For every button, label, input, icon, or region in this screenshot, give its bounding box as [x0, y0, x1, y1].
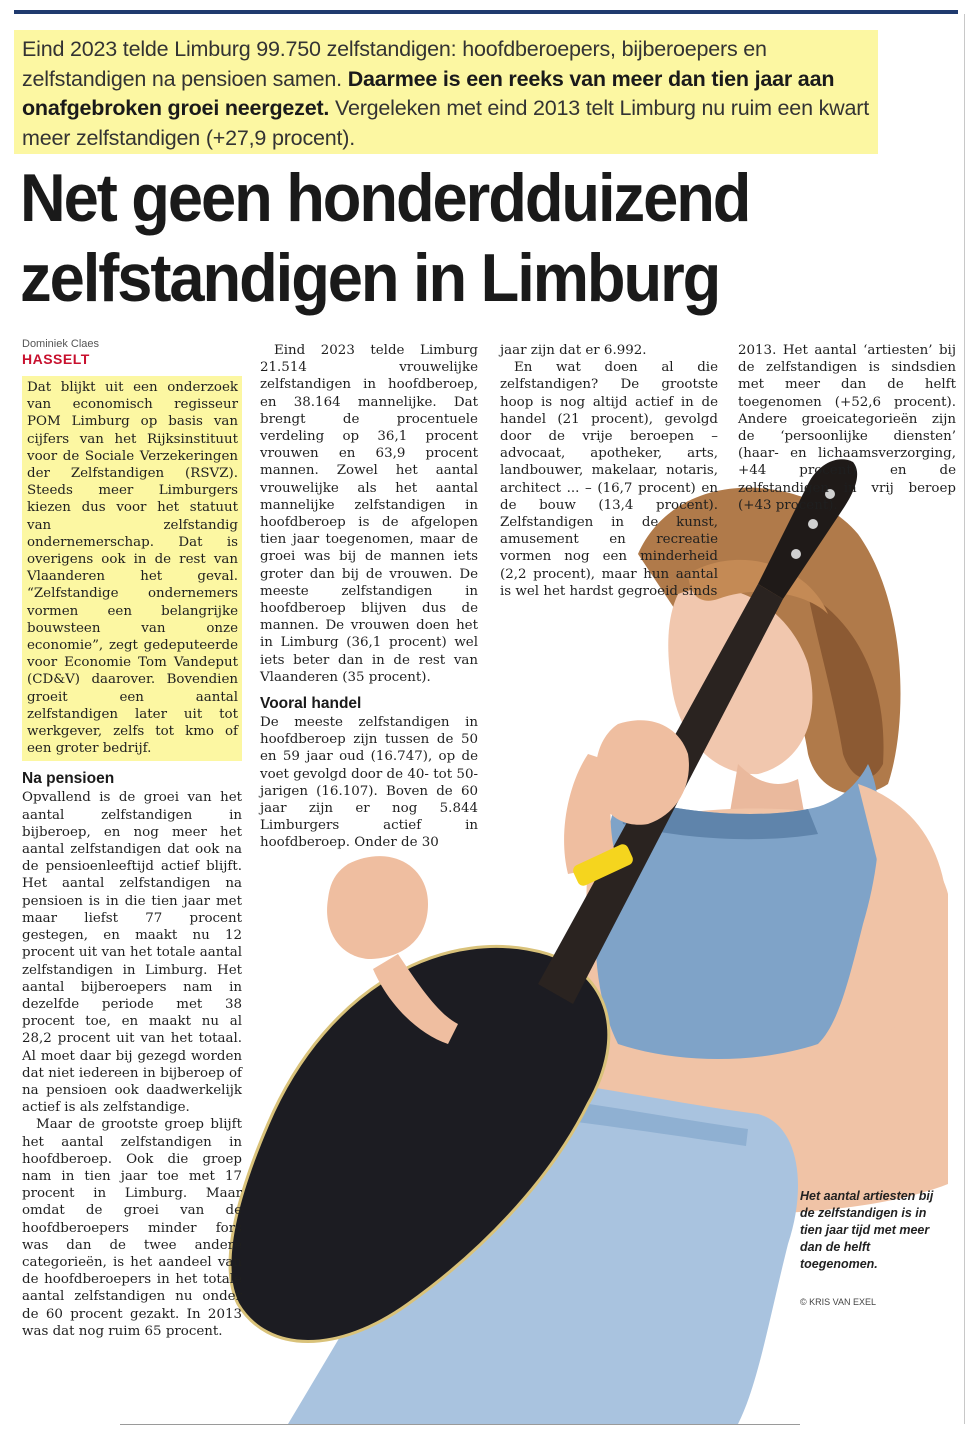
article-column-3	[500, 342, 718, 600]
subhead-na-pensioen: Na pensioen	[22, 770, 115, 788]
frame-border-right	[964, 14, 965, 1424]
strumming-hand	[327, 856, 428, 959]
photo-credit: © KRIS VAN EXEL	[800, 1297, 876, 1307]
highlighted-paragraph: Dat blijkt uit een onderzoek van economisch regisseur POM Limburg op basis van cijfers van het Rijksinstituut voor de Sociale Verzekeringen der Zelfstandigen (RSVZ). Steeds meer Limburgers kiezen dus voor het statuut van zelfstandig ondernemerschap. Dat is overigens ook in de rest van Vlaanderen het geval. “Zelfstandige ondernemers vormen een belangrijke bouwsteen van onze economie”, zegt gedeputeerde voor Economie Tom Vandeput (CD&V) daarover. Bovendien groeit een aantal zelfstandigen later uit tot werkgever, zelfs tot kmo of een groter bedrijf.	[22, 376, 242, 761]
intro-text-bold: Daarmee is een reeks van meer dan tien jaar aan onafgebroken groei neergezet.	[22, 66, 835, 120]
top-rule	[14, 10, 958, 14]
headline-line-1: Net geen honderdduizend	[20, 160, 750, 236]
intro-text-2: Vergeleken met eind 2013 telt Limburg nu ruim een kwart meer zelfstandigen (+27,9 procent).	[22, 96, 869, 150]
headline-line-2: zelfstandigen in Limburg	[20, 240, 720, 316]
paragraph: Maar de grootste groep blijft het aantal zelfstandigen in hoofdberoep. Ook die groep nam in tien jaar toe met 17 procent in Limburg. Maar omdat de groei van de hoofdberoepers minder fors was dan de twee andere categorieën, is het aandeel van de hoofdberoepers in het totale aantal zelfstandigen nu onder de 60 procent gezakt. In 2013 was dat nog ruim 65 procent.	[22, 1117, 242, 1339]
paragraph: De meeste zelfstandigen in hoofdberoep zijn tussen de 50 en 59 jaar oud (16.747), op de voet gevolgd door de 40- tot 50-jarigen (16.107). Boven de 60 jaar zijn er nog 5.844 Limburgers actief in hoofdberoep. Onder de 30	[260, 715, 478, 851]
subhead-vooral-handel: Vooral handel	[260, 695, 362, 713]
paragraph: En wat doen al die zelfstandigen? De grootste hoop is nog altijd actief in de handel (21 procent), gevolgd door de vrije beroepen – advocaat, apotheker, arts, landbouwer, makelaar, notaris, architect ... – (16,7 procent) en de bouw (13,4 procent). Zelfstandigen in de kunst, amusement en recreatie vormen nog een minderheid (2,2 procent), maar hun aantal is wel het hardst gegroeid sinds	[500, 360, 718, 599]
article-column-4	[738, 342, 956, 514]
byline: Dominiek Claes	[22, 338, 100, 350]
headline	[20, 158, 885, 318]
paragraph: Opvallend is de groei van het aantal zelfstandigen in bijberoep, en nog meer het aantal zelfstandigen dat ook na de pensioenleeftijd actief blijft. Het aantal zelfstandigen na pensioen is in die tien jaar met maar liefst 77 procent gestegen, en maakt nu 12 procent uit van het totale aantal zelfstandigen in Limburg. Het aantal bijberoepers nam in dezelfde periode met 38 procent toe, en maakt nu al 28,2 procent uit van het totaal. Al moet daar bij gezegd worden dat niet iedereen in bijberoep of na pensioen ook daadwerkelijk actief is als zelfstandige.	[22, 790, 242, 1116]
paragraph: Eind 2023 telde Limburg 21.514 vrouwelijke zelfstandigen in hoofdberoep, en 38.164 mannelijke. Dat brengt de procentuele verdeling op 36,1 procent vrouwen en 63,9 procent mannen. Zowel het aantal vrouwelijke als het aantal mannelijke zelfstandigen in hoofdberoep is de afgelopen tien jaar toegenomen, maar de groei was bij de mannen iets groter dan bij de vrouwen. De meeste zelfstandigen in hoofdberoep blijven dus de mannen. De vrouwen doen het in Limburg (36,1 procent) wel iets beter dan in de rest van Vlaanderen (35 procent).	[260, 343, 478, 685]
paragraph: jaar zijn dat er 6.992.	[500, 343, 647, 358]
photo-caption: Het aantal artiesten bij de zelfstandigen is in tien jaar tijd met meer dan de helft toegenomen.	[800, 1189, 934, 1271]
article-column-1	[22, 376, 242, 1340]
intro-text-1: Eind 2023 telde Limburg 99.750 zelfstandigen: hoofdberoepers, bijberoepers en zelfstandigen na pensioen samen.	[22, 37, 767, 91]
dateline-city: HASSELT	[22, 351, 90, 367]
paragraph: 2013. Het aantal ‘artiesten’ bij de zelfstandigen is sindsdien met meer dan de helft toegenomen (+52,6 procent). Andere groeicategorieën zijn de ‘persoonlijke diensten’ (haar- en lichaamsverzorging, +44 procent) en de zelfstandigen in vrij beroep (+43 procent).	[738, 343, 956, 513]
article-column-2	[260, 342, 478, 852]
intro-highlight	[14, 30, 878, 154]
frame-border-bottom	[120, 1424, 800, 1425]
